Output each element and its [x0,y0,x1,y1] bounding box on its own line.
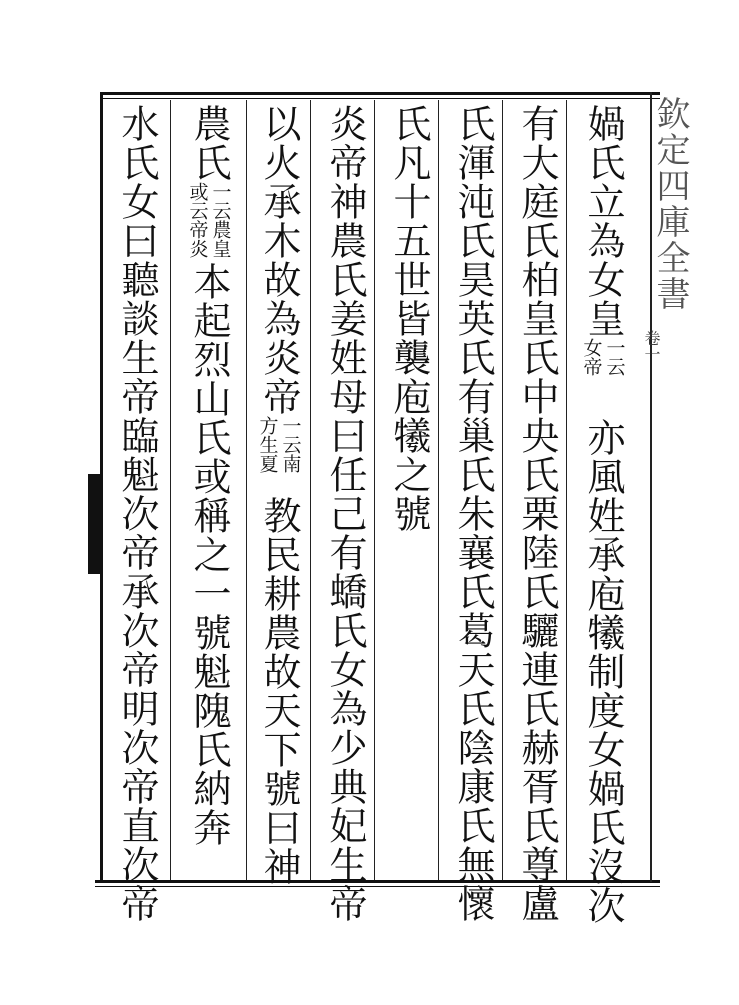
text-column-3 [448,104,498,923]
column-text-after: 本起烈山氏或稱之一號魁隗氏納奔 [187,262,231,847]
column-text-before: 水氏女曰聽談生帝臨魁次帝承次帝明次帝直次帝 [115,104,159,923]
note-line: 女帝 [580,338,603,376]
text-column-1 [578,104,628,925]
text-column-5 [320,104,370,923]
column-text-after: 亦風姓承庖犧制度女媧氏沒次 [581,418,625,925]
column-text-before: 氏渾沌氏昊英氏有巢氏朱襄氏葛天氏陰康氏無懷 [451,104,495,923]
text-column-4 [384,104,434,533]
frame-top-rule [100,92,660,95]
interlinear-note [582,338,625,418]
column-rule [502,100,503,880]
text-column-8 [112,104,162,923]
text-column-6 [254,104,304,886]
column-text-before: 氏凡十五世皆襲庖犧之號 [387,104,431,533]
column-rule [374,100,375,880]
frame-top-rule-inner [100,98,660,99]
note-line: 一云農皇 [209,182,232,258]
column-rule [246,100,247,880]
binding-gutter-mark [88,474,100,574]
column-rule [566,100,567,880]
column-rule [438,100,439,880]
column-text-before: 農氏 [187,104,231,182]
frame-bottom-rule-inner [95,886,660,887]
note-line: 方生夏 [256,416,279,473]
column-text-before: 有大庭氏柏皇氏中央氏栗陸氏驪連氏赫胥氏尊盧 [515,104,559,923]
note-line: 一云 [603,338,626,376]
text-column-7 [184,104,234,847]
column-text-before: 炎帝神農氏姜姓母曰任己有蟜氏女為少典妃生帝 [323,104,367,923]
frame-left-rule [100,92,103,882]
column-rule [170,100,171,880]
text-column-2 [512,104,562,923]
column-text-after: 教民耕農故天下號曰神 [257,496,301,886]
column-text-before: 媧氏立為女皇 [581,104,625,338]
frame-bottom-rule [95,880,660,883]
interlinear-note [258,416,301,496]
margin-header: 欽定四庫全書 [650,96,690,312]
interlinear-note [188,182,231,262]
note-line: 一云南 [279,416,302,473]
column-text-before: 以火承木故為炎帝 [257,104,301,416]
volume-mark: 卷一 [642,330,661,362]
column-rule [310,100,311,880]
note-line: 或云帝炎 [186,182,209,258]
